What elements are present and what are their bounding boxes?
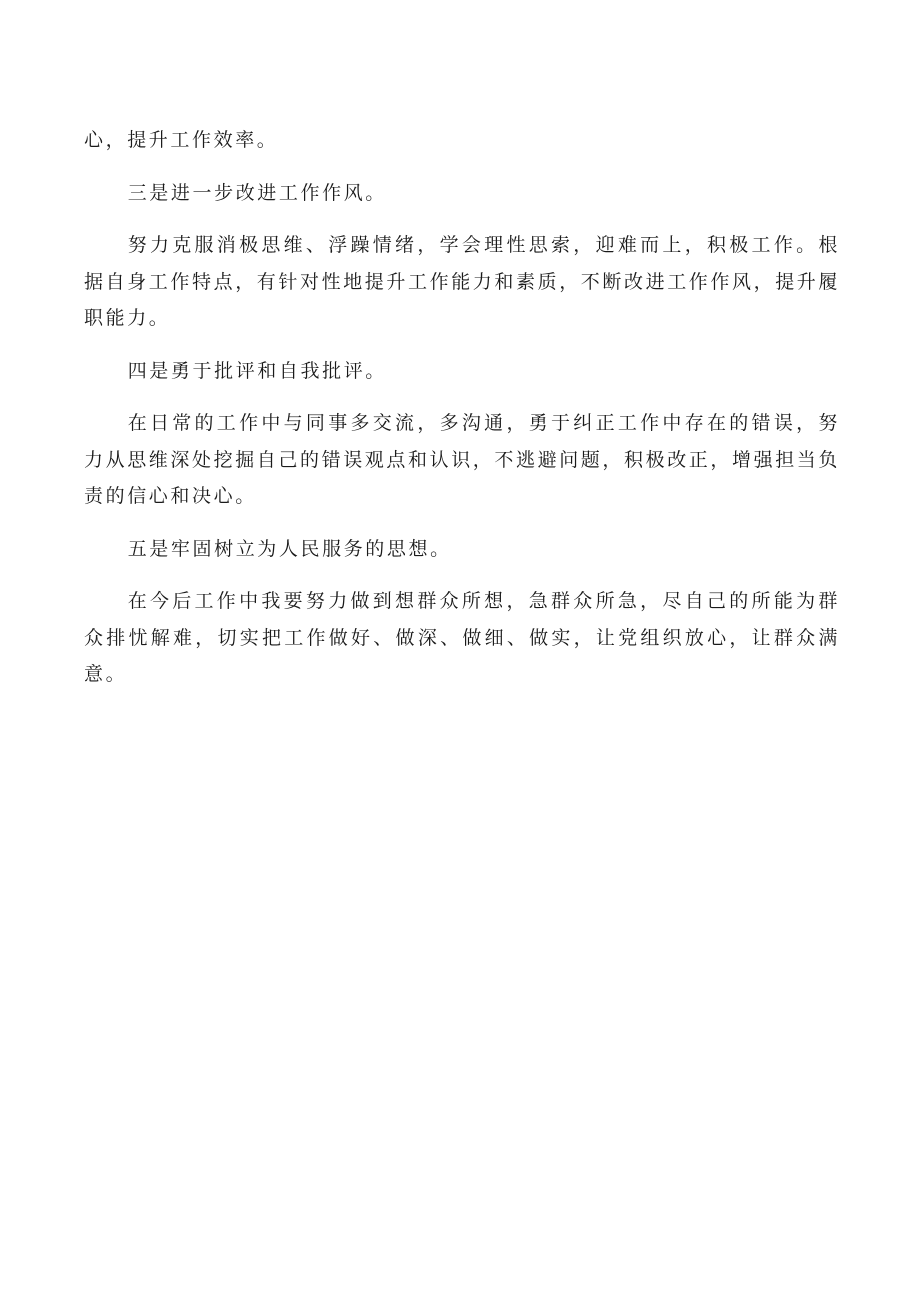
paragraph-body: 努力克服消极思维、浮躁情绪，学会理性思索，迎难而上，积极工作。根据自身工作特点，有针对性地提升工作能力和素质，不断改进工作作风，提升履职能力。 <box>84 234 841 329</box>
section-heading-4: 四是勇于批评和自我批评。 <box>127 359 387 382</box>
paragraph-body: 在日常的工作中与同事多交流，多沟通，勇于纠正工作中存在的错误，努力从思维深处挖掘自己的错误观点和认识，不逃避问题，积极改正，增强担当负责的信心和决心。 <box>84 412 841 507</box>
document-body <box>84 122 840 709</box>
paragraph-continuation: 心，提升工作效率。 <box>84 129 279 151</box>
section-heading-5: 五是牢固树立为人民服务的思想。 <box>127 537 452 560</box>
section-heading-3: 三是进一步改进工作作风。 <box>127 181 387 204</box>
paragraph-body: 在今后工作中我要努力做到想群众所想，急群众所急，尽自己的所能为群众排忧解难，切实把工作做好、做深、做细、做实，让党组织放心，让群众满意。 <box>84 590 840 685</box>
